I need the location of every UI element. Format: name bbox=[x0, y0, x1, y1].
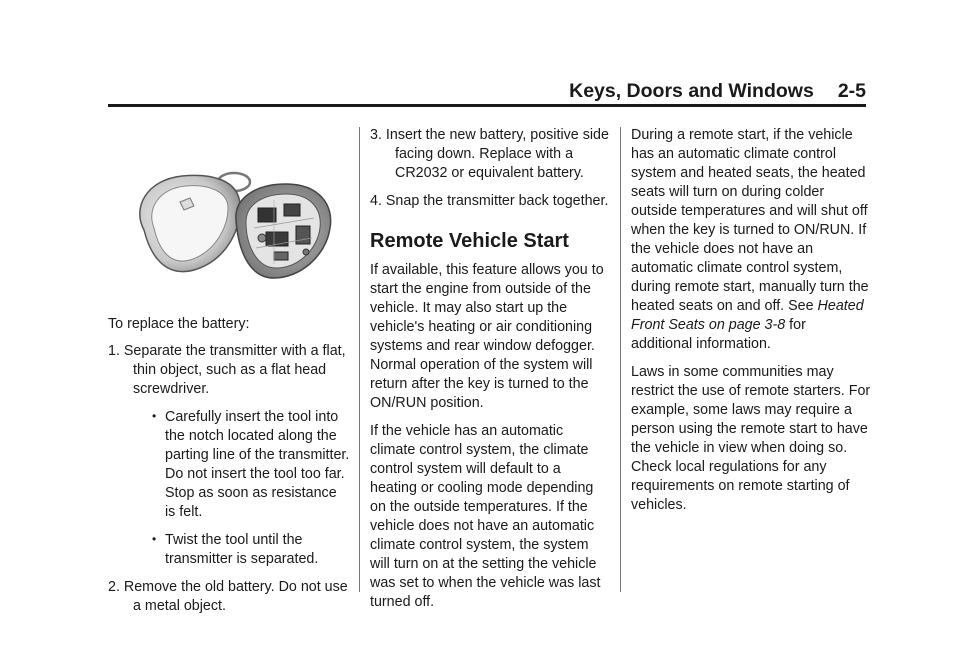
step-2: 2. Remove the old battery. Do not use a metal object. bbox=[108, 579, 348, 614]
column-divider-1 bbox=[359, 127, 360, 592]
intro-text: To replace the battery: bbox=[108, 316, 250, 332]
bullet-icon: • bbox=[152, 409, 157, 423]
bullet-item-2: • Twist the tool until the transmitter is separated. bbox=[152, 532, 319, 567]
paragraph: Laws in some communities may restrict the use of remote starters. For example, some laws may require a person using the remote start to have the vehicle in view when doing so. Check local regulations for any requirements on remote starting of vehicles. bbox=[631, 364, 871, 513]
section-heading: Remote Vehicle Start bbox=[370, 230, 569, 252]
bullet-item-1: • Carefully insert the tool into the notch located along the parting line of the transmitter. Do not insert the tool too far. Stop as soon as resistance is felt. bbox=[152, 409, 350, 520]
column-divider-2 bbox=[620, 127, 621, 592]
page-number: 2-5 bbox=[837, 80, 866, 102]
paragraph: If the vehicle has an automatic climate control system, the climate control system will default to a heating or cooling mode depending on the outside temperatures. If the vehicle does not have an automatic climate control system, the system will turn on at the setting the vehicle was set to when the vehicle was last turned off. bbox=[370, 423, 601, 610]
column-2 bbox=[370, 126, 610, 621]
step-1: 1. Separate the transmitter with a flat, thin object, such as a flat head screwdriver. bbox=[108, 343, 346, 397]
column-3 bbox=[631, 126, 871, 524]
paragraph: During a remote start, if the vehicle has an automatic climate control system and heated seats, the heated seats will turn on during colder outside temperatures and will shut off when the key is turned to ON/RUN. If the vehicle does not have an automatic climate control system, during remote start, manually turn the heated seats on and off. See Heated Front Seats on page 3-8 for additional information. bbox=[631, 127, 869, 352]
step-4: 4. Snap the transmitter back together. bbox=[370, 193, 609, 209]
bullet-icon: • bbox=[152, 532, 157, 546]
transmitter-battery-illustration bbox=[124, 168, 344, 288]
column-1-list bbox=[108, 342, 350, 625]
paragraph: If available, this feature allows you to start the engine from outside of the vehicle. It may also start up the vehicle's heating or air conditioning systems and rear window defogger. Normal operation of the system will return after the key is turned to the ON/RUN position. bbox=[370, 262, 604, 411]
running-header bbox=[108, 80, 866, 102]
section-title: Keys, Doors and Windows bbox=[569, 80, 814, 102]
cross-reference: Heated Front Seats on page 3-8 bbox=[631, 298, 864, 333]
step-3: 3. Insert the new battery, positive side facing down. Replace with a CR2032 or equivalent battery. bbox=[370, 127, 609, 181]
header-rule bbox=[108, 104, 866, 107]
